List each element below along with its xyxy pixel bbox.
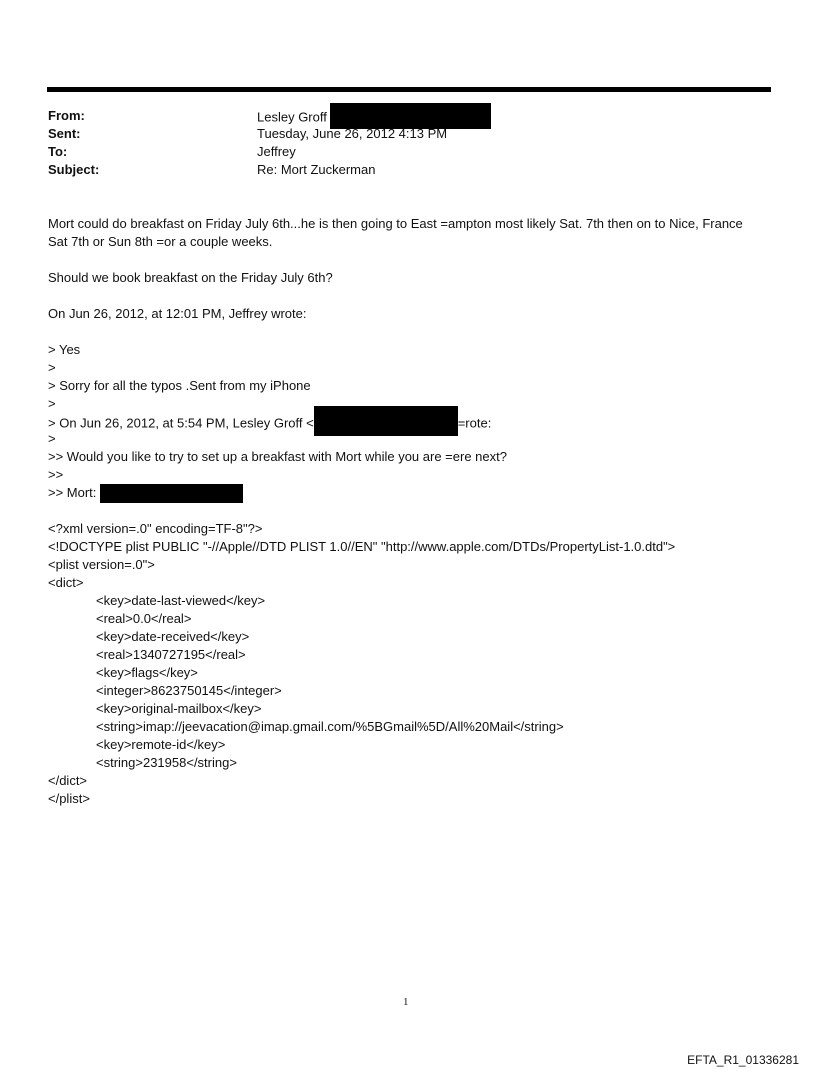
body-line: Sat 7th or Sun 8th =or a couple weeks. [48,234,273,249]
quote-line [48,484,243,503]
xml-line: <key>remote-id</key> [96,737,226,752]
subject-label: Subject: [48,162,100,177]
quote-line [48,412,491,436]
xml-line: <key>original-mailbox</key> [96,701,262,716]
quote-line: > [48,396,56,411]
xml-line: <?xml version=.0" encoding=TF-8"?> [48,521,263,536]
sent-value: Tuesday, June 26, 2012 4:13 PM [257,126,448,141]
from-label: From: [48,108,85,123]
quote-text: =rote: [457,415,492,431]
xml-line: <string>231958</string> [96,755,237,770]
subject-value: Re: Mort Zuckerman [257,162,376,177]
body-line: On Jun 26, 2012, at 12:01 PM, Jeffrey wrote: [48,306,307,321]
body-line: Mort could do breakfast on Friday July 6th...he is then going to East =ampton most likely Sat. 7th then on to Nice, France [48,216,743,231]
redaction-box [314,406,458,436]
quote-text: > On Jun 26, 2012, at 5:54 PM, Lesley Groff < [48,415,314,431]
xml-line: <plist version=.0"> [48,557,155,572]
xml-line: <real>1340727195</real> [96,647,246,662]
page-number: 1 [403,996,409,1008]
xml-line: <dict> [48,575,84,590]
sent-label: Sent: [48,126,81,141]
xml-line: <key>flags</key> [96,665,198,680]
xml-line: <real>0.0</real> [96,611,192,626]
header-rule [47,87,771,92]
quote-line: >> [48,467,64,482]
document-id: EFTA_R1_01336281 [687,1053,799,1067]
quote-line: > Yes [48,342,81,357]
quote-line: > [48,431,56,446]
quote-text: >> Mort: [48,485,97,500]
quote-line: > [48,360,56,375]
xml-line: </dict> [48,773,88,788]
from-name: Lesley Groff [257,109,327,125]
to-value: Jeffrey [257,144,296,159]
quote-line: >> Would you like to try to set up a breakfast with Mort while you are =ere next? [48,449,507,464]
xml-line: <!DOCTYPE plist PUBLIC "-//Apple//DTD PLIST 1.0//EN" "http://www.apple.com/DTDs/PropertyList-1.0.dtd"> [48,539,676,554]
to-label: To: [48,144,68,159]
body-line: Should we book breakfast on the Friday July 6th? [48,270,333,285]
xml-line: <string>imap://jeevacation@imap.gmail.com/%5BGmail%5D/All%20Mail</string> [96,719,564,734]
xml-line: </plist> [48,791,90,806]
xml-line: <key>date-last-viewed</key> [96,593,266,608]
redaction-box [100,484,243,503]
quote-line: > Sorry for all the typos .Sent from my iPhone [48,378,311,393]
xml-line: <integer>8623750145</integer> [96,683,282,698]
xml-line: <key>date-received</key> [96,629,250,644]
